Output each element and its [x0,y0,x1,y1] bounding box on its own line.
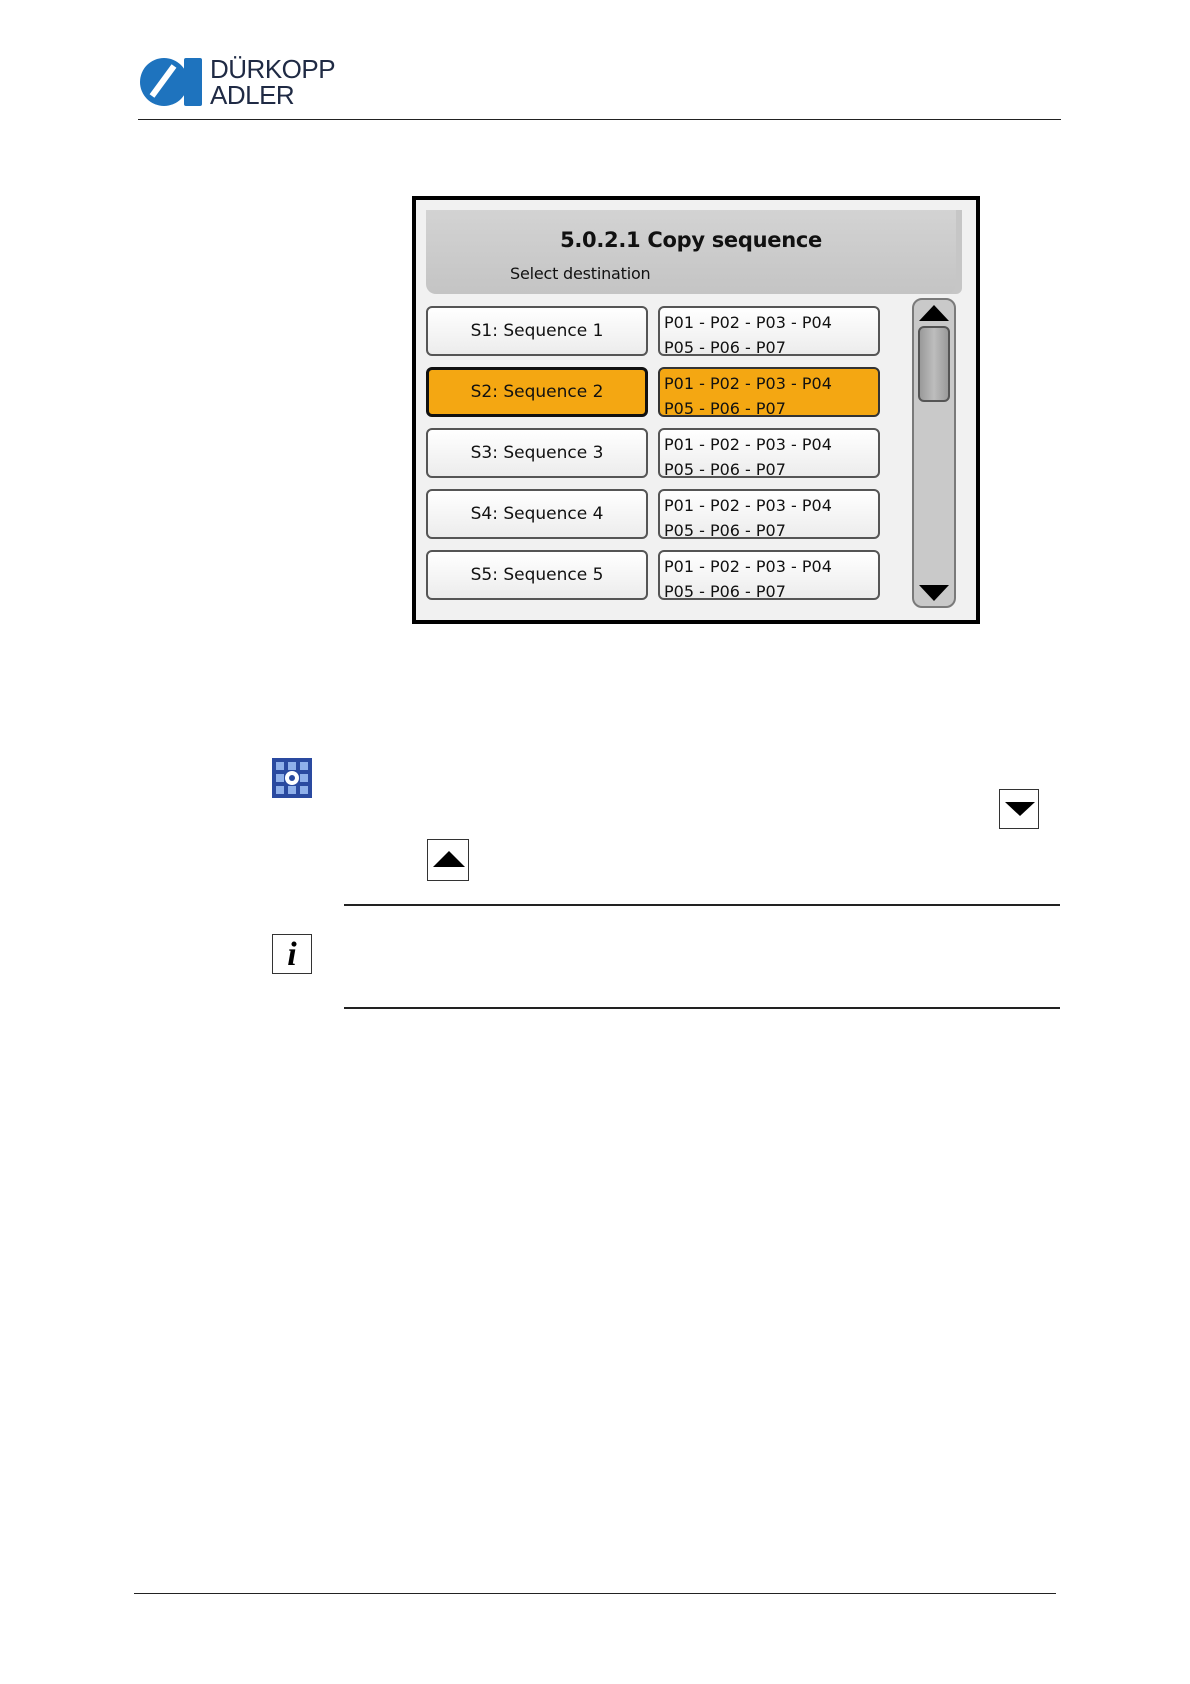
scrollbar[interactable] [912,298,956,608]
sequence-programs-5[interactable] [658,550,880,600]
screen-title: 5.0.2.1 Copy sequence [560,228,822,252]
durkopp-adler-logo-icon [140,56,206,108]
down-key [999,789,1039,829]
programs-line-1: P01 - P02 - P03 - P04 [664,496,832,515]
sequence-programs-1[interactable] [658,306,880,356]
sequence-button-4[interactable]: S4: Sequence 4 [426,489,648,539]
sequence-programs-2[interactable] [658,367,880,417]
screen-subtitle: Select destination [510,264,651,283]
sequence-row-4 [426,489,886,541]
scroll-down-arrow-icon[interactable] [917,583,951,603]
title-bar [426,210,956,294]
up-key [427,839,469,881]
sequence-button-5[interactable]: S5: Sequence 5 [426,550,648,600]
sequence-button-2[interactable]: S2: Sequence 2 [426,367,648,417]
brand-line-1: DÜRKOPP [210,54,336,84]
header-divider [138,119,1061,120]
scrollbar-thumb[interactable] [918,326,950,402]
sequence-row-1 [426,306,886,358]
scroll-up-arrow-icon[interactable] [917,303,951,323]
programs-line-2: P05 - P06 - P07 [664,338,786,357]
programs-line-1: P01 - P02 - P03 - P04 [664,374,832,393]
sequence-row-3 [426,428,886,480]
brand-logo [140,56,360,110]
control-panel-icon [272,758,312,798]
sequence-button-3[interactable]: S3: Sequence 3 [426,428,648,478]
sequence-button-1[interactable]: S1: Sequence 1 [426,306,648,356]
brand-line-2: ADLER [210,80,295,110]
note-top-divider [344,904,1060,906]
programs-line-1: P01 - P02 - P03 - P04 [664,313,832,332]
brand-name [210,56,335,108]
programs-line-1: P01 - P02 - P03 - P04 [664,435,832,454]
footer-divider [134,1593,1056,1594]
programs-line-2: P05 - P06 - P07 [664,460,786,479]
arrow-down-icon [1004,798,1036,818]
programs-line-2: P05 - P06 - P07 [664,521,786,540]
sequence-programs-4[interactable] [658,489,880,539]
arrow-up-icon [432,848,466,870]
programs-line-2: P05 - P06 - P07 [664,582,786,601]
programs-line-1: P01 - P02 - P03 - P04 [664,557,832,576]
programs-line-2: P05 - P06 - P07 [664,399,786,418]
control-panel-screen [412,196,980,624]
sequence-row-2 [426,367,886,419]
note-bottom-divider [344,1007,1060,1009]
sequence-programs-3[interactable] [658,428,880,478]
info-icon: i [272,934,312,974]
sequence-row-5 [426,550,886,602]
screen-content [416,200,976,620]
